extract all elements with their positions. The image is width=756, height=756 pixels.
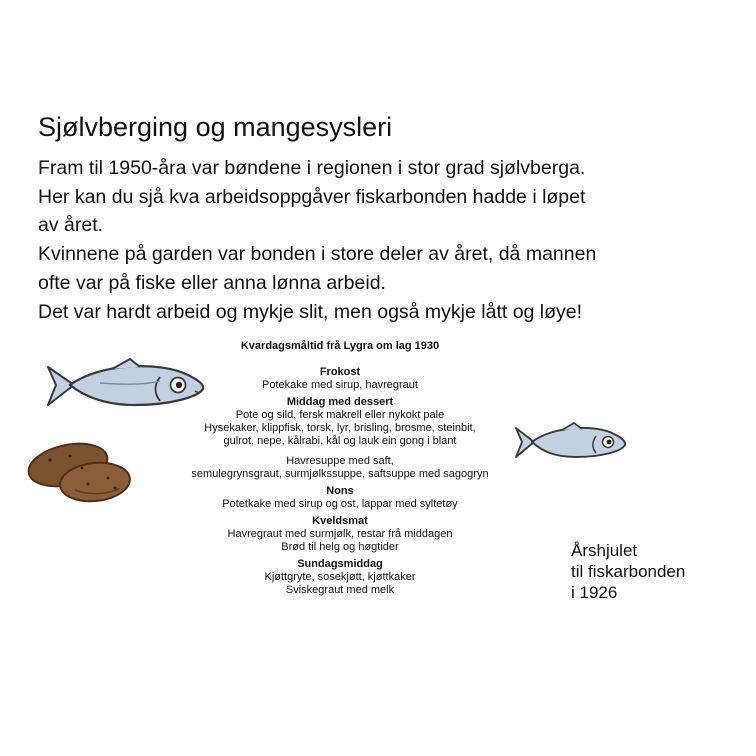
meal-line: Brød til helg og høgtider	[281, 541, 399, 553]
caption-line: i 1926	[571, 583, 618, 602]
meal-heading: Kveldsmat	[312, 515, 368, 527]
wheel-caption	[571, 540, 685, 603]
page-title: Sjølvberging og mangesysleri	[38, 112, 393, 142]
intro-line: Kvinnene på garden var bonden i store deler av året, då mannen	[38, 243, 597, 266]
menu-title: Kvardagsmåltid frå Lygra om lag 1930	[240, 340, 440, 352]
meal-line: Sviskegraut med melk	[285, 584, 395, 596]
caption-line: til fiskarbonden	[571, 562, 686, 581]
intro-line: ofte var på fiske eller anna lønna arbeid.	[38, 271, 386, 294]
potatoes-icon	[20, 440, 135, 505]
meal-frokost	[150, 366, 530, 392]
meal-heading: Frokost	[319, 366, 361, 378]
meal-line: Havresuppe med saft,	[286, 455, 394, 467]
intro-line: av året.	[38, 214, 104, 237]
intro-line: Det var hardt arbeid og mykje slit, men også mykje lått og løye!	[38, 300, 583, 323]
meal-heading: Sundagsmiddag	[297, 558, 383, 570]
intro-line: Her kan du sjå kva arbeidsoppgåver fiskarbonden hadde i løpet	[38, 185, 586, 208]
meal-line: gulrot, nepe, kålrabi, kål og lauk ein gong i blant	[223, 435, 457, 447]
meal-sundagsmiddag	[150, 558, 530, 597]
meal-menu	[150, 340, 530, 601]
intro-line: Fram til 1950-åra var bøndene i regionen i stor grad sjølvberga.	[38, 157, 586, 179]
meal-kveldsmat	[150, 515, 530, 554]
meal-heading: Middag med dessert	[286, 396, 394, 408]
intro-text	[38, 154, 688, 326]
caption-line: Årshjulet	[571, 541, 638, 560]
meal-nons	[150, 485, 530, 511]
meal-line: Potekake med sirup, havregraut	[262, 379, 418, 391]
meal-line: Potetkake med sirup og ost, lappar med syltetøy	[222, 498, 458, 510]
meal-line: Kjøttgryte, sosekjøtt, kjøttkaker	[264, 571, 416, 583]
meal-line: Hysekaker, klippfisk, torsk, lyr, brisling, brosme, steinbit,	[204, 422, 476, 434]
meal-line-spacer	[150, 448, 530, 455]
meal-middag	[150, 396, 530, 481]
meal-heading: Nons	[326, 485, 354, 497]
meal-line: semulegrynsgraut, surmjølkssuppe, saftsuppe med sagogryn	[191, 468, 489, 480]
meal-line: Pote og sild, fersk makrell eller nykokt pale	[235, 409, 445, 421]
meal-line: Havregraut med surmjølk, restar frå middagen	[227, 528, 453, 540]
